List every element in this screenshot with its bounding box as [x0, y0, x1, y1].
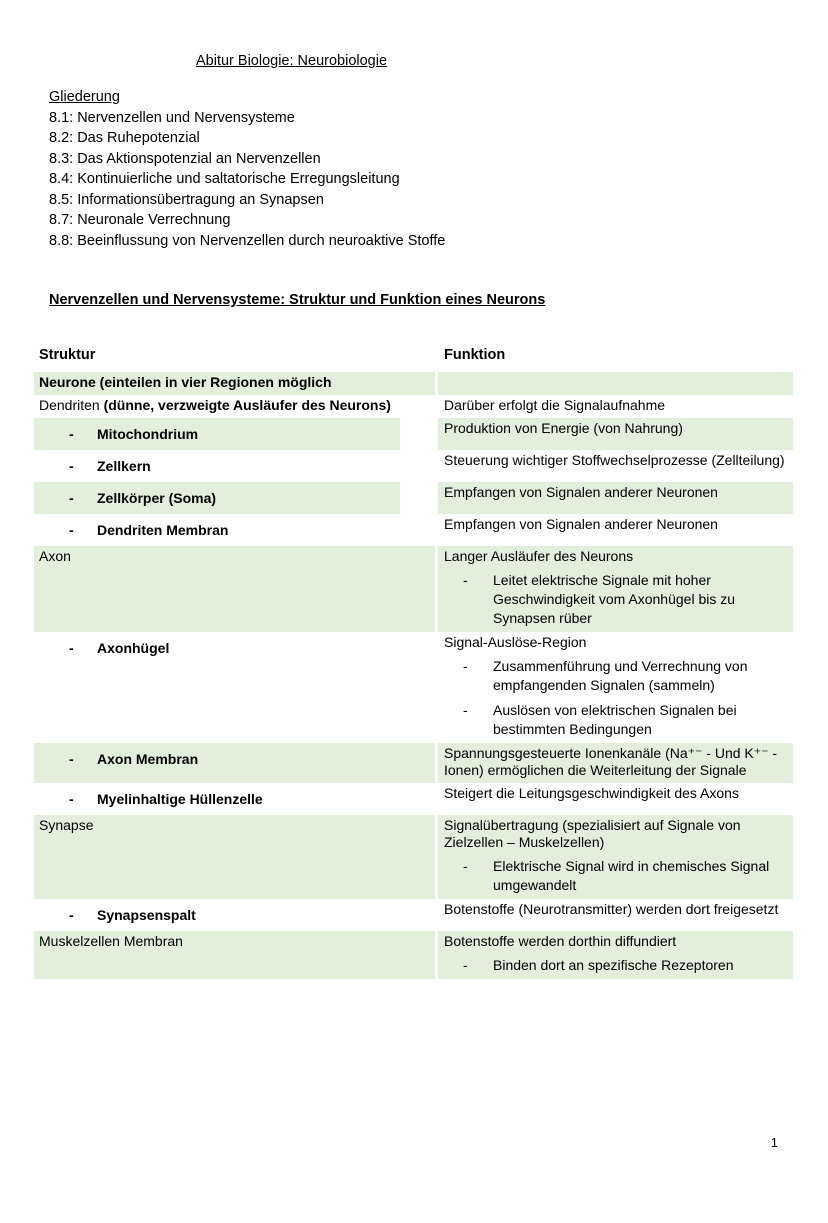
funktion-cell-text: Signalübertragung (spezialisiert auf Signale von Zielzellen – Muskelzellen) — [444, 816, 741, 850]
outline-item: 8.7: Neuronale Verrechnung — [49, 212, 231, 229]
struktur-bold-text: Dendriten Membran — [97, 521, 229, 538]
funktion-cell — [438, 482, 793, 514]
funktion-cell-text: Botenstoffe werden dorthin diffundiert — [444, 932, 677, 949]
funktion-cell — [438, 546, 793, 632]
funktion-bullet-item — [444, 956, 787, 975]
struktur-cell — [34, 632, 438, 743]
struktur-cell-text — [39, 516, 417, 542]
struktur-cell — [34, 743, 438, 783]
table-row — [34, 815, 793, 899]
column-header-funktion: Funktion — [444, 346, 506, 363]
outline-item: 8.3: Das Aktionspotenzial an Nervenzellen — [49, 150, 321, 167]
table-row — [34, 632, 793, 743]
page-number: 1 — [770, 1135, 778, 1150]
struktur-plain-text: Synapse — [39, 816, 94, 833]
struktur-bold-text: Mitochondrium — [97, 425, 199, 442]
struktur-bold-text: Axonhügel — [97, 639, 170, 656]
funktion-cell — [438, 372, 793, 395]
funktion-bullet-text: Elektrische Signal wird in chemisches Signal umgewandelt — [493, 857, 770, 893]
list-dash: - — [69, 639, 74, 656]
funktion-bullet-item — [444, 657, 787, 695]
struktur-cell — [34, 372, 438, 395]
struktur-cell-text — [39, 634, 417, 660]
outline-item: 8.8: Beeinflussung von Nervenzellen durch neuroaktive Stoffe — [49, 233, 446, 250]
list-dash: - — [69, 790, 74, 807]
struktur-plain-text: Muskelzellen Membran — [39, 932, 183, 949]
funktion-cell — [438, 899, 793, 931]
list-dash: - — [69, 457, 74, 474]
struktur-cell — [34, 546, 438, 632]
struktur-bold-text: Synapsenspalt — [97, 906, 196, 923]
funktion-cell — [438, 395, 793, 418]
struktur-bold-text: Neurone (einteilen in vier Regionen möglich — [39, 373, 332, 390]
funktion-cell — [438, 783, 793, 815]
table-row — [34, 418, 793, 450]
struktur-cell — [34, 450, 438, 482]
funktion-bullet-text: Leitet elektrische Signale mit hoher Geschwindigkeit vom Axonhügel bis zu Synapsen rüber — [493, 571, 736, 626]
list-dash: - — [463, 956, 468, 973]
section-heading: Nervenzellen und Nervensysteme: Struktur und Funktion eines Neurons — [49, 291, 546, 308]
document-page — [0, 52, 828, 1223]
struktur-bold-text: Myelinhaltige Hüllenzelle — [97, 790, 263, 807]
table-row — [34, 546, 793, 632]
funktion-bullet-item — [444, 571, 787, 628]
struktur-cell — [34, 899, 438, 931]
funktion-cell — [438, 743, 793, 783]
funktion-cell — [438, 418, 793, 450]
table-row — [34, 482, 793, 514]
list-dash: - — [463, 701, 468, 718]
outline-list — [49, 108, 828, 252]
outline-item: 8.1: Nervenzellen und Nervensysteme — [49, 109, 295, 126]
funktion-bullet-text: Zusammenführung und Verrechnung von empfangenden Signalen (sammeln) — [493, 657, 748, 693]
outline-section — [49, 87, 828, 252]
funktion-cell-text: Empfangen von Signalen anderer Neuronen — [444, 515, 718, 532]
outline-item: 8.4: Kontinuierliche und saltatorische Erregungsleitung — [49, 171, 400, 188]
struktur-cell-text — [39, 397, 417, 414]
struktur-bold-text: (dünne, verzweigte Ausläufer des Neurons) — [103, 396, 391, 413]
struktur-cell-text — [39, 785, 417, 811]
table-row — [34, 514, 793, 546]
structure-function-table — [34, 345, 793, 979]
funktion-cell-text: Produktion von Energie (von Nahrung) — [444, 419, 683, 436]
list-dash: - — [69, 906, 74, 923]
struktur-plain-text: Dendriten — [39, 396, 104, 413]
table-row — [34, 783, 793, 815]
funktion-cell — [438, 931, 793, 979]
table-row — [34, 395, 793, 418]
funktion-cell-text: Steuerung wichtiger Stoffwechselprozesse (Zellteilung) — [444, 451, 785, 468]
struktur-bold-text: Axon Membran — [97, 750, 199, 767]
list-dash: - — [69, 425, 74, 442]
funktion-bullet-item — [444, 857, 787, 895]
table-row — [34, 743, 793, 783]
table-header-row — [34, 345, 793, 372]
outline-item: 8.5: Informationsübertragung an Synapsen — [49, 191, 324, 208]
struktur-bold-text: Zellkern — [97, 457, 151, 474]
list-dash: - — [69, 489, 74, 506]
funktion-cell — [438, 632, 793, 743]
outline-heading: Gliederung — [49, 89, 120, 105]
table-body — [34, 372, 793, 979]
funktion-cell-text: Steigert die Leitungsgeschwindigkeit des Axons — [444, 784, 739, 801]
list-dash: - — [69, 521, 74, 538]
struktur-cell-text — [39, 817, 417, 834]
funktion-cell — [438, 815, 793, 899]
struktur-cell — [34, 931, 438, 979]
struktur-cell-text — [39, 452, 417, 478]
table-row — [34, 372, 793, 395]
column-header-struktur: Struktur — [34, 345, 438, 372]
funktion-cell-text: Langer Ausläufer des Neurons — [444, 547, 634, 564]
struktur-cell — [34, 395, 438, 418]
struktur-cell-text — [39, 901, 417, 927]
struktur-cell-text — [39, 420, 417, 446]
funktion-cell-text: Spannungsgesteuerte Ionenkanäle (Na⁺⁻ - Und K⁺⁻ - Ionen) ermöglichen die Weiterleitung der Signale — [444, 744, 778, 778]
struktur-cell — [34, 514, 438, 546]
struktur-cell-text — [39, 374, 417, 391]
outline-item: 8.2: Das Ruhepotenzial — [49, 130, 200, 147]
funktion-cell — [438, 514, 793, 546]
list-dash: - — [463, 571, 468, 588]
document-title: Abitur Biologie: Neurobiologie — [196, 53, 388, 69]
funktion-cell — [438, 450, 793, 482]
funktion-bullet-text: Auslösen von elektrischen Signalen bei bestimmten Bedingungen — [493, 701, 737, 737]
funktion-cell-text: Empfangen von Signalen anderer Neuronen — [444, 483, 718, 500]
struktur-cell — [34, 815, 438, 899]
struktur-plain-text: Axon — [39, 547, 71, 564]
list-dash: - — [463, 857, 468, 874]
list-dash: - — [69, 750, 74, 767]
funktion-bullet-item — [444, 701, 787, 739]
funktion-bullet-text: Binden dort an spezifische Rezeptoren — [493, 956, 734, 973]
struktur-bold-text: Zellkörper (Soma) — [97, 489, 217, 506]
struktur-cell-text — [39, 933, 417, 950]
struktur-cell-text — [39, 745, 417, 771]
struktur-cell-text — [39, 484, 417, 510]
list-dash: - — [463, 657, 468, 674]
struktur-cell-text — [39, 548, 417, 565]
table-row — [34, 450, 793, 482]
funktion-cell-text: Signal-Auslöse-Region — [444, 633, 587, 650]
struktur-cell — [34, 418, 438, 450]
funktion-cell-text: Darüber erfolgt die Signalaufnahme — [444, 396, 666, 413]
table-row — [34, 931, 793, 979]
struktur-cell — [34, 783, 438, 815]
struktur-cell — [34, 482, 438, 514]
table-row — [34, 899, 793, 931]
funktion-cell-text: Botenstoffe (Neurotransmitter) werden dort freigesetzt — [444, 900, 779, 917]
